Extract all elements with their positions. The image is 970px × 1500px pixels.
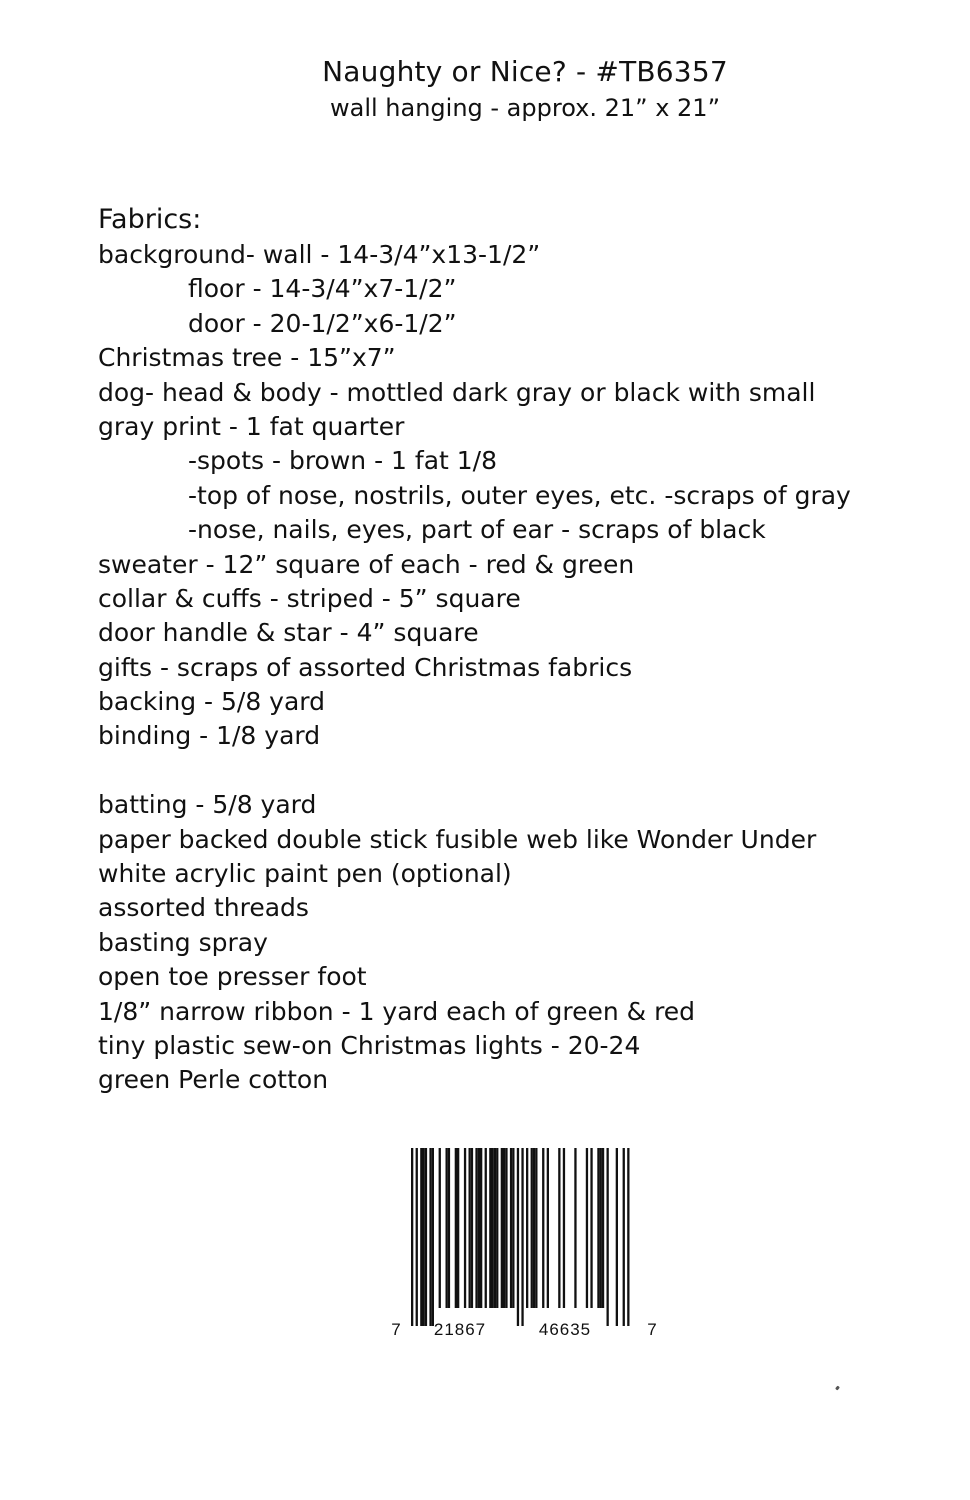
- fabric-line: background- wall - 14-3/4”x13-1/2”: [98, 240, 541, 269]
- barcode-bar: [535, 1148, 537, 1308]
- barcode-bar: [531, 1148, 533, 1308]
- fabric-line: -nose, nails, eyes, part of ear - scraps of black: [188, 515, 766, 545]
- barcode-right-digits: 46635: [538, 1320, 592, 1339]
- barcode-bar: [616, 1148, 618, 1326]
- barcode-check-digit: 7: [647, 1320, 657, 1339]
- fabric-line: Christmas tree - 15”x7”: [98, 343, 396, 373]
- barcode-left-digits: 21867: [433, 1320, 487, 1339]
- upc-barcode: [378, 1142, 668, 1347]
- barcode-bar: [574, 1148, 576, 1308]
- barcode-bar: [547, 1148, 549, 1308]
- fabric-line: door handle & star - 4” square: [98, 618, 479, 648]
- supply-line: tiny plastic sew-on Christmas lights - 20-24: [98, 1030, 641, 1060]
- barcode-bar: [501, 1148, 503, 1308]
- supply-line: assorted threads: [98, 893, 309, 923]
- fabric-line: dog- head & body - mottled dark gray or black with small: [98, 377, 816, 407]
- supply-line: green Perle cotton: [98, 1065, 329, 1095]
- barcode-bar: [420, 1148, 422, 1326]
- barcode-bar: [494, 1148, 496, 1308]
- fabric-line: binding - 1/8 yard: [98, 721, 321, 751]
- supplies-list: [98, 788, 958, 1098]
- supply-line: open toe presser foot: [98, 962, 367, 992]
- barcode-bar: [517, 1148, 519, 1326]
- barcode-bar: [411, 1148, 413, 1326]
- barcode-bar: [600, 1148, 602, 1308]
- barcode-bar: [416, 1148, 418, 1326]
- barcode-bar: [423, 1148, 425, 1326]
- barcode-bar: [448, 1148, 450, 1308]
- fabric-line: -spots - brown - 1 fat 1/8: [188, 446, 498, 476]
- barcode-bar: [457, 1148, 459, 1308]
- barcode-bar: [471, 1148, 473, 1308]
- barcode-bar: [505, 1148, 507, 1308]
- pattern-title: Naughty or Nice? - #TB6357: [322, 55, 728, 88]
- section-spacer: [98, 754, 958, 788]
- barcode-bar: [446, 1148, 448, 1308]
- barcode-bar: [627, 1148, 629, 1326]
- barcode-bar: [464, 1148, 466, 1308]
- header: [0, 52, 970, 124]
- supply-line: 1/8” narrow ribbon - 1 yard each of green & red: [98, 996, 696, 1026]
- scan-speck: [835, 1386, 840, 1391]
- supply-line: paper backed double stick fusible web like Wonder Under: [98, 824, 817, 854]
- barcode-bar: [558, 1148, 560, 1308]
- barcode-bar: [455, 1148, 457, 1308]
- barcode-bar: [597, 1148, 599, 1308]
- fabric-line: -top of nose, nostrils, outer eyes, etc. -scraps of gray: [188, 480, 851, 510]
- barcode-bar: [607, 1148, 609, 1326]
- barcode-bar: [602, 1148, 604, 1308]
- barcode-bar: [542, 1148, 544, 1308]
- supply-line: basting spray: [98, 927, 268, 957]
- barcode-bar: [492, 1148, 494, 1308]
- barcode-bar: [510, 1148, 512, 1308]
- barcode-bar: [439, 1148, 441, 1308]
- barcode-bar: [489, 1148, 491, 1308]
- barcode-bar: [503, 1148, 505, 1308]
- barcode-graphic: [378, 1142, 668, 1347]
- materials-list: [98, 202, 958, 1098]
- fabric-line: floor - 14-3/4”x7-1/2”: [188, 274, 457, 304]
- barcode-bar: [475, 1148, 477, 1308]
- barcode-bar: [478, 1148, 480, 1308]
- barcode-number-system-digit: 7: [391, 1320, 401, 1339]
- barcode-bar: [469, 1148, 471, 1308]
- barcode-bar: [429, 1148, 431, 1326]
- barcode-bar: [512, 1148, 514, 1308]
- fabrics-list: [98, 238, 958, 754]
- barcode-bar: [432, 1148, 434, 1326]
- fabric-line: sweater - 12” square of each - red & green: [98, 549, 635, 579]
- supply-line: white acrylic paint pen (optional): [98, 859, 512, 889]
- barcode-bar: [590, 1148, 592, 1308]
- fabric-line: gifts - scraps of assorted Christmas fabrics: [98, 652, 633, 682]
- fabrics-heading: Fabrics:: [98, 204, 202, 235]
- barcode-bar: [533, 1148, 535, 1308]
- barcode-bar: [485, 1148, 487, 1308]
- barcode-bar: [526, 1148, 528, 1308]
- supply-line: batting - 5/8 yard: [98, 790, 317, 820]
- barcode-bar: [586, 1148, 588, 1308]
- pattern-subtitle: wall hanging - approx. 21” x 21”: [329, 94, 721, 122]
- barcode-bar: [425, 1148, 427, 1326]
- barcode-bars: [411, 1148, 630, 1326]
- barcode-bar: [521, 1148, 523, 1326]
- barcode-bar: [563, 1148, 565, 1308]
- barcode-bar: [496, 1148, 498, 1308]
- fabric-line: backing - 5/8 yard: [98, 687, 325, 717]
- fabric-line: gray print - 1 fat quarter: [98, 411, 405, 441]
- fabric-line: collar & cuffs - striped - 5” square: [98, 583, 521, 613]
- fabric-line: door - 20-1/2”x6-1/2”: [188, 308, 457, 338]
- barcode-bar: [480, 1148, 482, 1308]
- barcode-bar: [623, 1148, 625, 1326]
